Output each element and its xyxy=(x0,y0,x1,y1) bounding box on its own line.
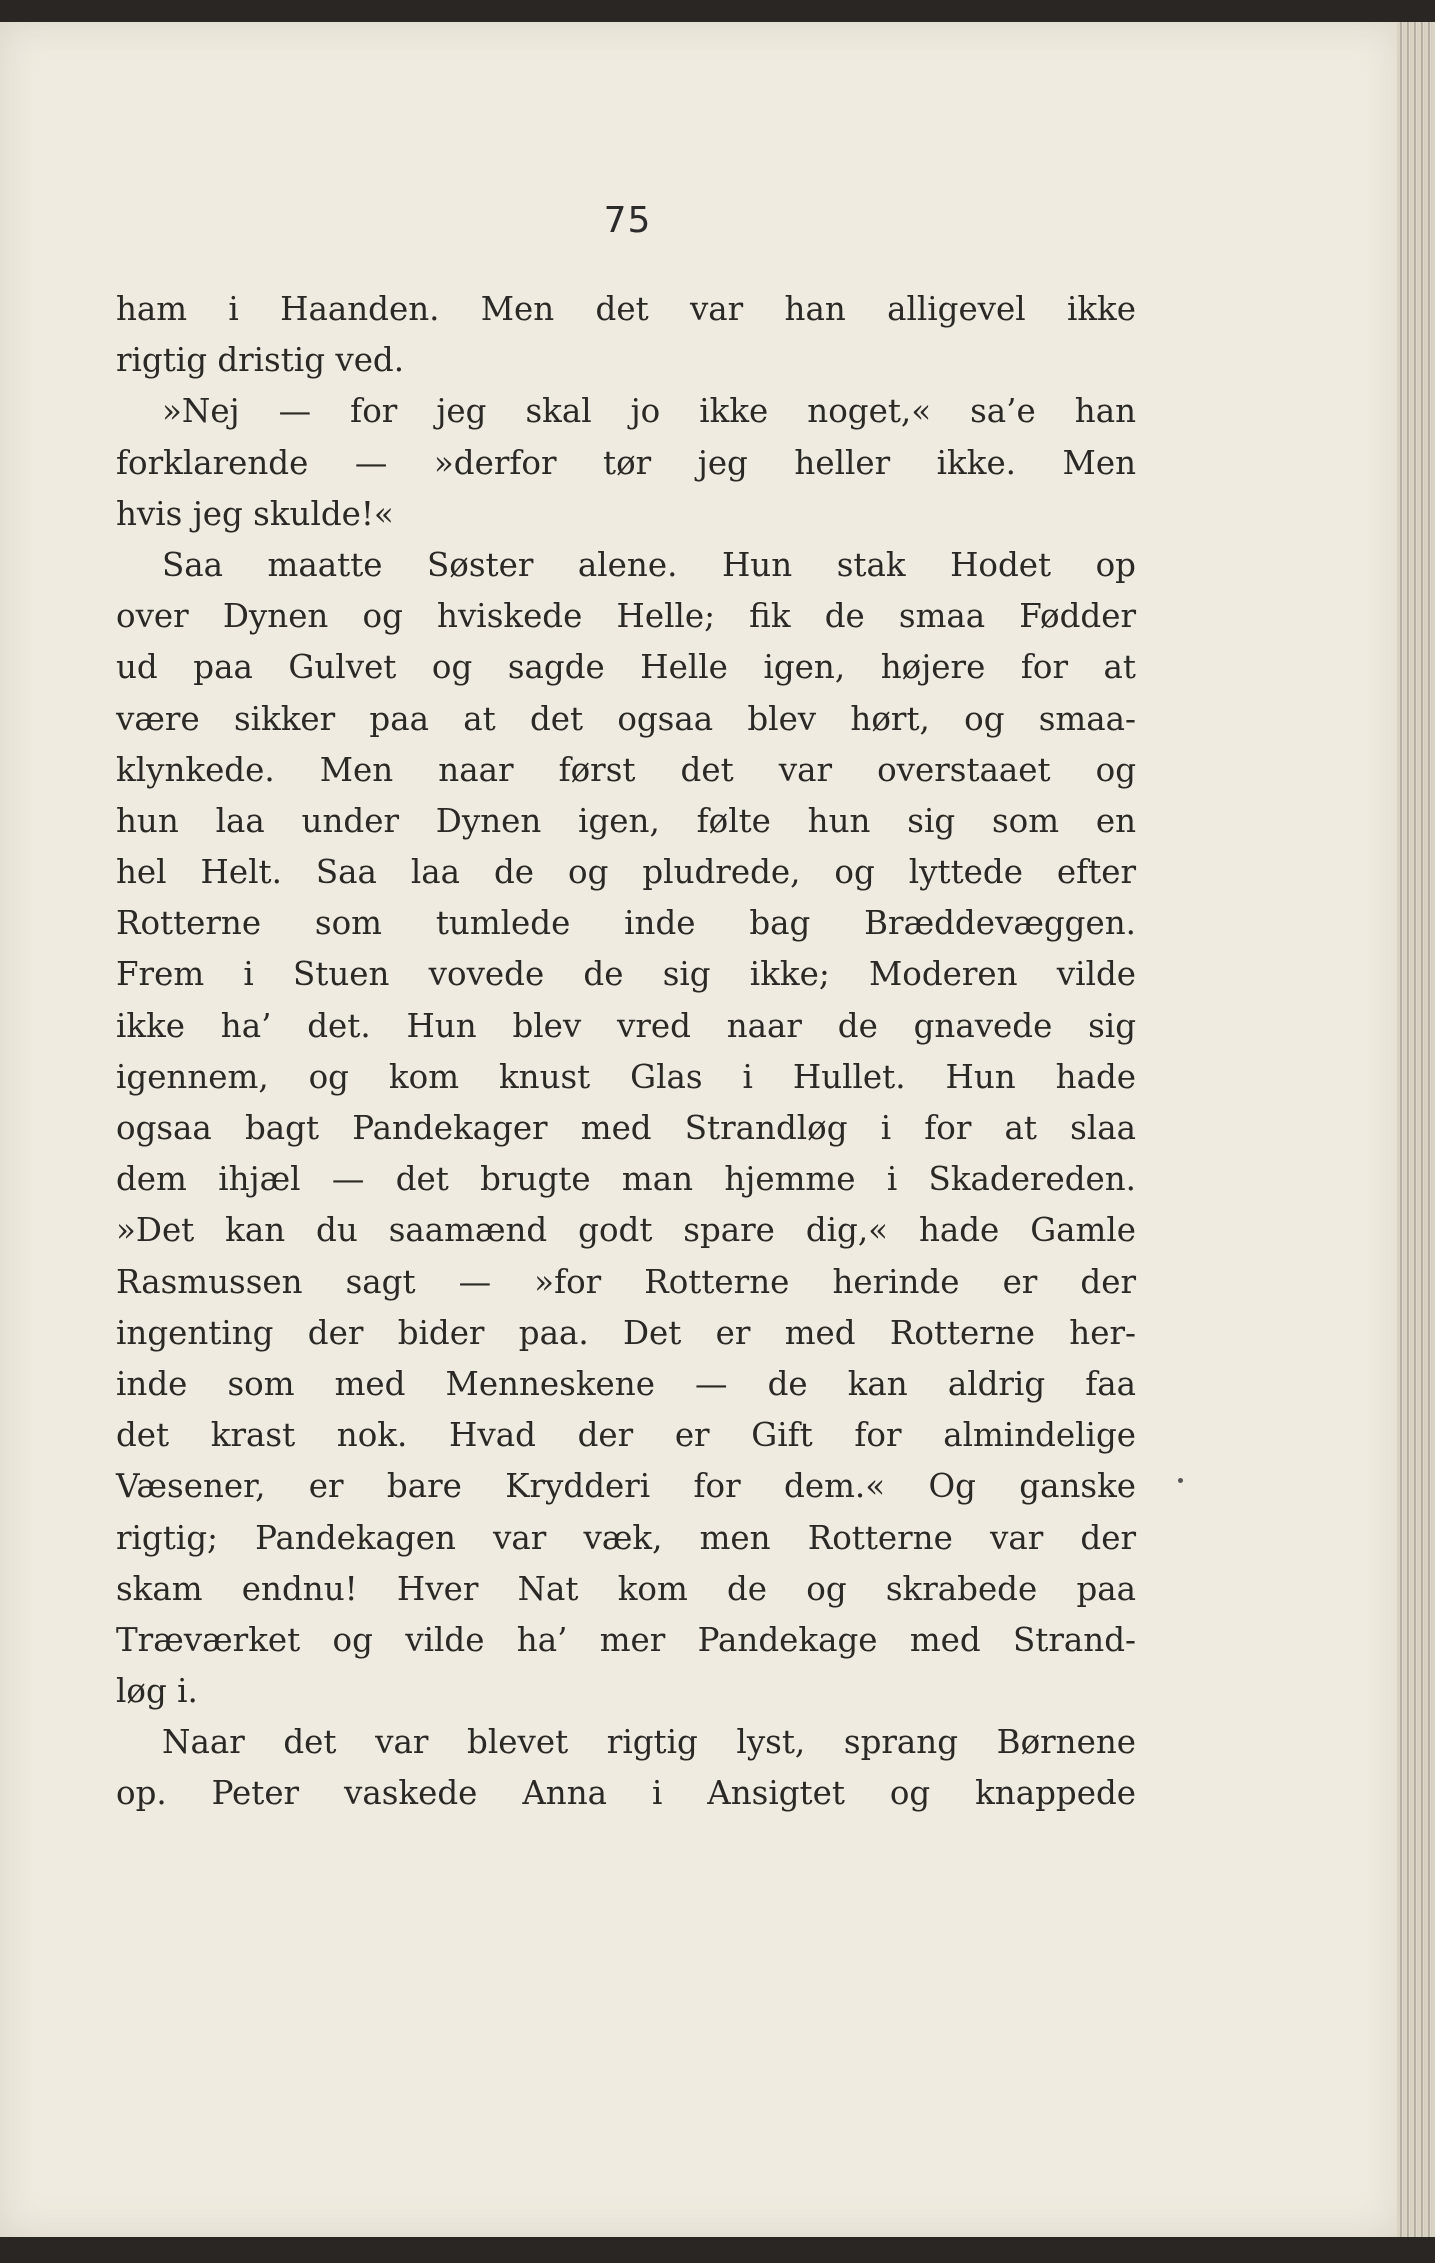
text-line: Væsener, er bare Krydderi for dem.« Og ganske xyxy=(116,1467,1136,1506)
text-line: over Dynen og hviskede Helle; fik de smaa Fødder xyxy=(116,597,1136,636)
text-line: ud paa Gulvet og sagde Helle igen, højere for at xyxy=(116,648,1136,687)
text-line: op. Peter vaskede Anna i Ansigtet og knappede xyxy=(116,1774,1136,1813)
text-line: løg i. xyxy=(116,1672,198,1711)
text-line: igennem, og kom knust Glas i Hullet. Hun hade xyxy=(116,1057,1136,1096)
text-line: forklarende — »derfor tør jeg heller ikke. Men xyxy=(116,443,1136,482)
text-line: Frem i Stuen vovede de sig ikke; Moderen vilde xyxy=(116,955,1136,994)
text-line: skam endnu! Hver Nat kom de og skrabede paa xyxy=(116,1569,1136,1608)
text-line: være sikker paa at det ogsaa blev hørt, og smaa- xyxy=(116,699,1136,738)
text-line: ikke ha’ det. Hun blev vred naar de gnavede sig xyxy=(116,1006,1136,1045)
text-line: ogsaa bagt Pandekager med Strandløg i for at slaa xyxy=(116,1109,1136,1147)
text-line: hvis jeg skulde!« xyxy=(116,494,394,533)
text-line: Træværket og vilde ha’ mer Pandekage med Strand- xyxy=(116,1620,1136,1659)
text-line: Rasmussen sagt — »for Rotterne herinde er der xyxy=(116,1262,1136,1301)
text-line: »Det kan du saamænd godt spare dig,« hade Gamle xyxy=(116,1211,1136,1250)
text-line: hun laa under Dynen igen, følte hun sig som en xyxy=(116,801,1136,840)
text-line: det krast nok. Hvad der er Gift for almindelige xyxy=(116,1416,1136,1455)
text-line: Rotterne som tumlede inde bag Bræddevæggen. xyxy=(116,904,1136,943)
text-line: rigtig dristig ved. xyxy=(116,341,405,380)
text-line: hel Helt. Saa laa de og pludrede, og lyttede efter xyxy=(116,853,1136,892)
margin-mark xyxy=(1178,1478,1183,1483)
text-line: ham i Haanden. Men det var han alligevel ikke xyxy=(116,290,1136,328)
text-line: ingenting der bider paa. Det er med Rotterne her- xyxy=(116,1313,1136,1352)
text-line: klynkede. Men naar først det var overstaaet og xyxy=(116,750,1136,789)
text-line: Naar det var blevet rigtig lyst, sprang Børnene xyxy=(162,1723,1136,1762)
text-line: inde som med Menneskene — de kan aldrig faa xyxy=(116,1364,1136,1403)
text-line: »Nej — for jeg skal jo ikke noget,« sa’e han xyxy=(162,392,1136,431)
text-line: dem ihjæl — det brugte man hjemme i Skadereden. xyxy=(116,1160,1136,1199)
page-stack-edge xyxy=(1397,22,1435,2237)
page-number: 75 xyxy=(603,200,652,241)
text-line: Saa maatte Søster alene. Hun stak Hodet op xyxy=(162,545,1136,584)
text-line: rigtig; Pandekagen var væk, men Rotterne var der xyxy=(116,1518,1136,1557)
body-text xyxy=(116,284,1136,1820)
